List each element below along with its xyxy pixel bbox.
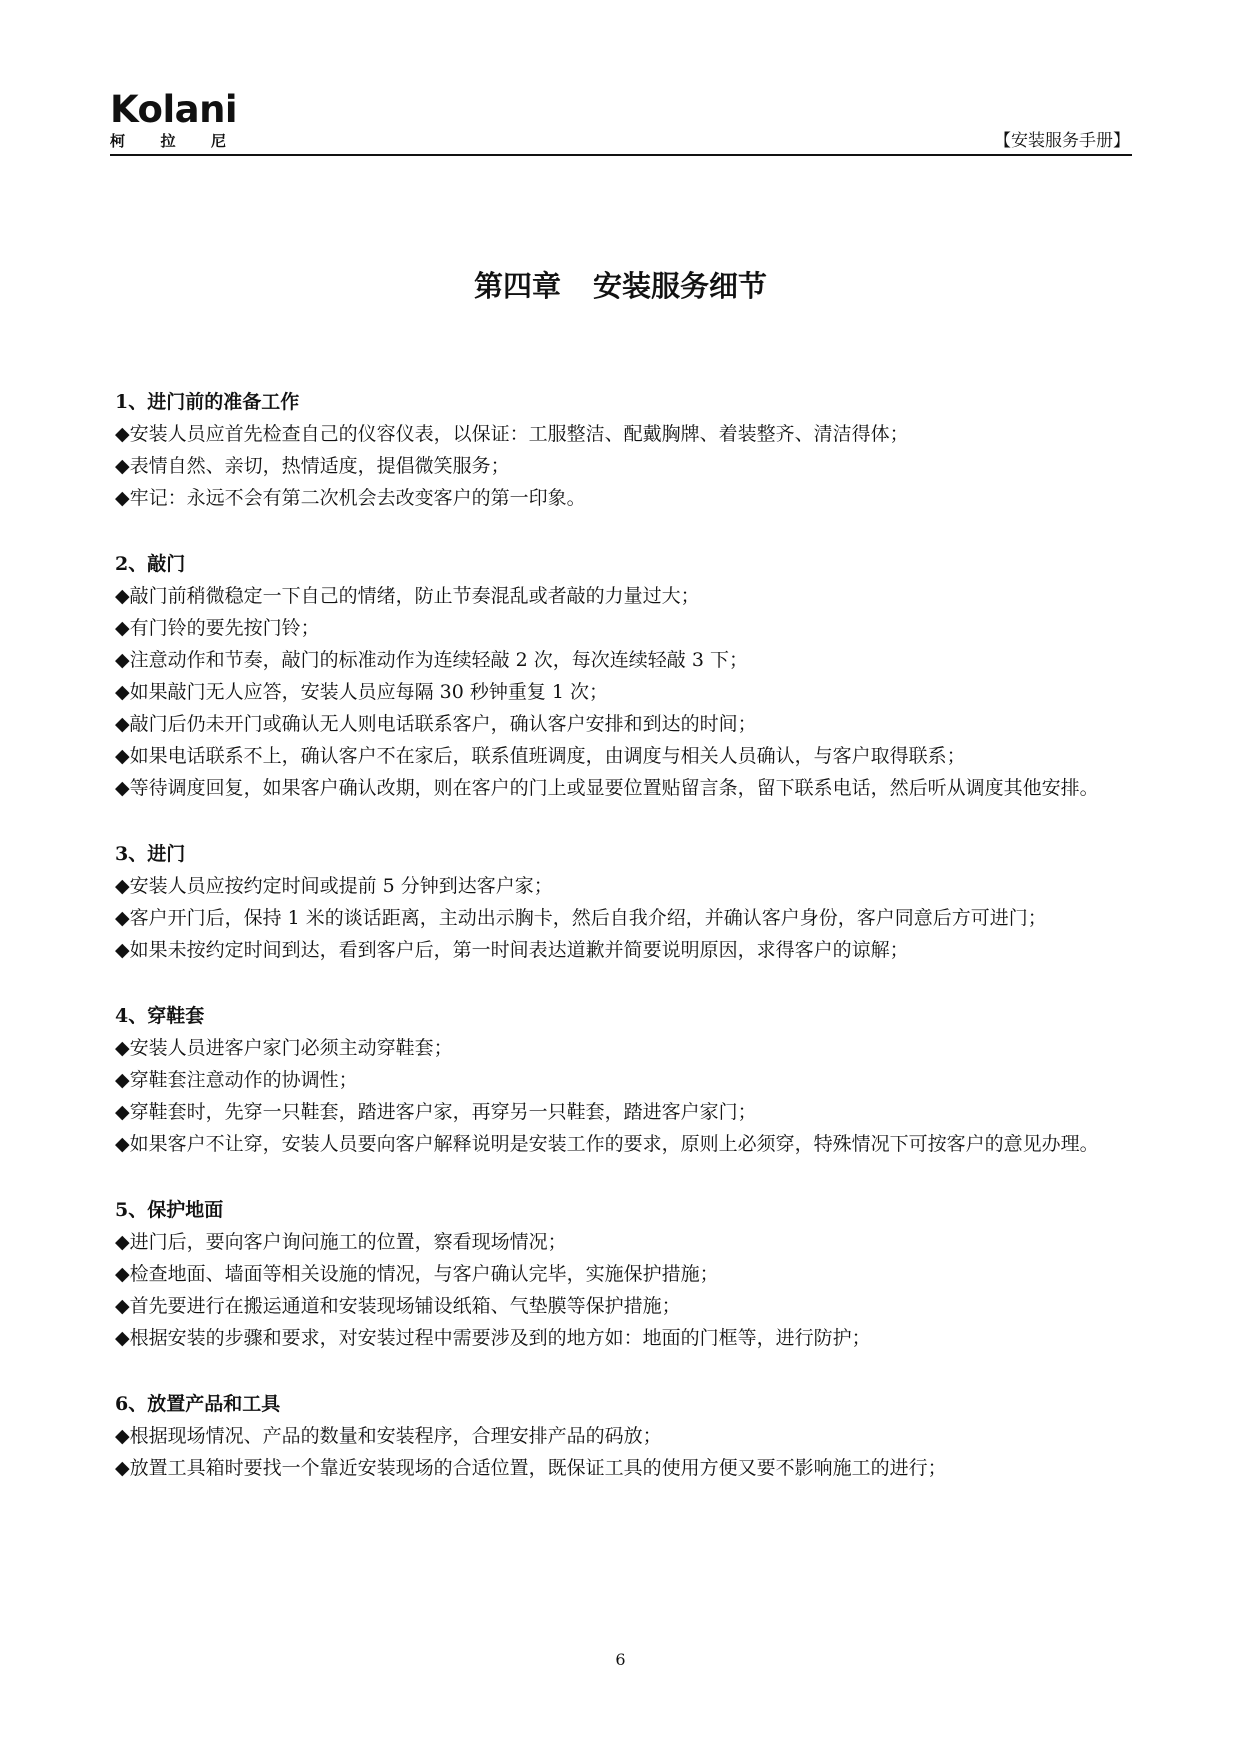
logo-chinese-name: [110, 132, 226, 150]
list-item: ◆敲门后仍未开门或确认无人则电话联系客户，确认客户安排和到达的时间；: [115, 713, 757, 735]
list-item: ◆表情自然、亲切，热情适度，提倡微笑服务；: [115, 455, 510, 477]
list-item: ◆首先要进行在搬运通道和安装现场铺设纸箱、气垫膜等保护措施；: [115, 1295, 681, 1317]
list-item: ◆检查地面、墙面等相关设施的情况，与客户确认完毕，实施保护措施；: [115, 1263, 719, 1285]
chapter-title: [0, 268, 1241, 304]
page-number: 6: [615, 1650, 626, 1669]
list-item: ◆如果电话联系不上，确认客户不在家后，联系值班调度，由调度与相关人员确认，与客户取得联系；: [115, 745, 966, 767]
section-enter: [115, 838, 1135, 966]
list-item: ◆安装人员进客户家门必须主动穿鞋套；: [115, 1037, 453, 1059]
logo-wordmark: Kolani: [110, 88, 238, 131]
list-item: ◆有门铃的要先按门铃；: [115, 617, 320, 639]
list-item: ◆客户开门后，保持 1 米的谈话距离，主动出示胸卡，然后自我介绍，并确认客户身份，客户同意后方可进门；: [115, 907, 1047, 929]
chapter-name: 安装服务细节: [593, 269, 768, 303]
page-header: [110, 88, 1132, 156]
logo-char: 柯: [110, 132, 126, 150]
section-knock: [115, 548, 1135, 804]
document-body: [115, 386, 1135, 1518]
list-item: ◆安装人员应首先检查自己的仪容仪表，以保证：工服整洁、配戴胸牌、着装整齐、清洁得体；: [115, 423, 909, 445]
list-item: ◆根据安装的步骤和要求，对安装过程中需要涉及到的地方如：地面的门框等，进行防护；: [115, 1327, 871, 1349]
list-item: ◆如果未按约定时间到达，看到客户后，第一时间表达道歉并简要说明原因，求得客户的谅解；: [115, 939, 909, 961]
section-floor-protection: [115, 1194, 1135, 1354]
section-heading: 3、进门: [115, 843, 186, 865]
list-item: ◆如果客户不让穿，安装人员要向客户解释说明是安装工作的要求，原则上必须穿，特殊情况下可按客户的意见办理。: [115, 1133, 1099, 1155]
logo-char: 尼: [210, 132, 226, 150]
logo-char: 拉: [160, 132, 176, 150]
section-heading: 4、穿鞋套: [115, 1005, 205, 1027]
list-item: ◆放置工具箱时要找一个靠近安装现场的合适位置，既保证工具的使用方便又要不影响施工的进行；: [115, 1457, 947, 1479]
list-item: ◆注意动作和节奏，敲门的标准动作为连续轻敲 2 次，每次连续轻敲 3 下；: [115, 649, 748, 671]
list-item: ◆穿鞋套注意动作的协调性；: [115, 1069, 358, 1091]
list-item: ◆穿鞋套时，先穿一只鞋套，踏进客户家，再穿另一只鞋套，踏进客户家门；: [115, 1101, 757, 1123]
kolani-logo: [110, 90, 237, 150]
section-preparation: [115, 386, 1135, 514]
section-heading: 1、进门前的准备工作: [115, 391, 300, 413]
section-heading: 2、敲门: [115, 553, 186, 575]
section-heading: 6、放置产品和工具: [115, 1393, 281, 1415]
section-shoe-covers: [115, 1000, 1135, 1160]
list-item: ◆如果敲门无人应答，安装人员应每隔 30 秒钟重复 1 次；: [115, 681, 609, 703]
list-item: ◆牢记：永远不会有第二次机会去改变客户的第一印象。: [115, 487, 586, 509]
list-item: ◆进门后，要向客户询问施工的位置，察看现场情况；: [115, 1231, 567, 1253]
chapter-number: 第四章: [473, 269, 561, 303]
manual-title: 【安装服务手册】: [994, 131, 1130, 151]
section-heading: 5、保护地面: [115, 1199, 224, 1221]
list-item: ◆敲门前稍微稳定一下自己的情绪，防止节奏混乱或者敲的力量过大；: [115, 585, 700, 607]
list-item: ◆安装人员应按约定时间或提前 5 分钟到达客户家；: [115, 875, 553, 897]
list-item: ◆等待调度回复，如果客户确认改期，则在客户的门上或显要位置贴留言条，留下联系电话，然后听从调度其他安排。: [115, 777, 1099, 799]
list-item: ◆根据现场情况、产品的数量和安装程序，合理安排产品的码放；: [115, 1425, 662, 1447]
section-placement: [115, 1388, 1135, 1484]
